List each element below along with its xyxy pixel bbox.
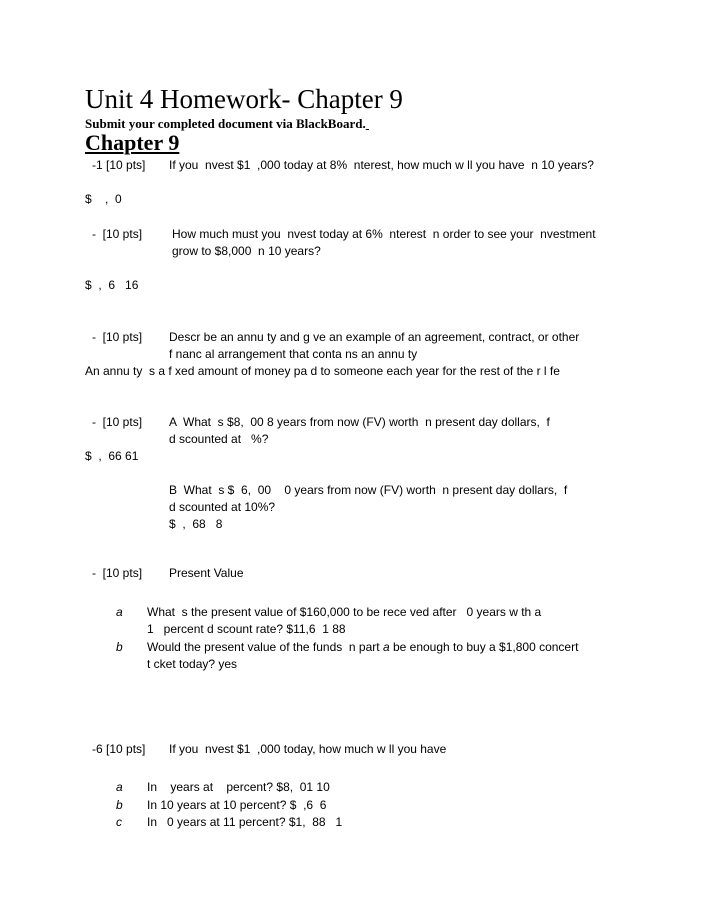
question-5a-text-line-1: What s the present value of $160,000 to be rece ved after 0 years w th a [147, 605, 542, 619]
question-5-text: Present Value [169, 566, 244, 580]
question-4-number: - [10 pts] [92, 415, 143, 429]
submission-trailing-underline [366, 116, 369, 131]
question-6c-text: In 0 years at 11 percent? $1, 88 1 [147, 815, 343, 829]
chapter-heading: Chapter 9 [85, 130, 180, 155]
question-6-number: -6 [10 pts] [92, 742, 146, 756]
question-2-text-line-2: grow to $8,000 n 10 years? [172, 244, 321, 258]
question-5a-text-line-2: 1 percent d scount rate? $11,6 1 88 [147, 622, 346, 636]
question-4a-text-line-1: A What s $8, 00 8 years from now (FV) worth n present day dollars, f [169, 415, 550, 429]
submission-text: Submit your completed document via BlackBoard. [85, 116, 366, 131]
question-1-text: If you nvest $1 ,000 today at 8% nterest, how much w ll you have n 10 years? [169, 158, 594, 172]
question-1-answer: $ , 0 [85, 192, 122, 206]
question-2-answer: $ , 6 16 [85, 278, 139, 292]
question-5b-letter: b [116, 640, 123, 654]
question-4b-text-line-2: d scounted at 10%? [169, 500, 276, 514]
page-title: Unit 4 Homework- Chapter 9 [85, 84, 403, 114]
question-3-answer: An annu ty s a f xed amount of money pa d to someone each year for the rest of the r l fe [85, 364, 560, 378]
question-4a-text-line-2: d scounted at %? [169, 432, 269, 446]
question-2-text-line-1: How much must you nvest today at 6% nterest n order to see your nvestment [172, 227, 596, 241]
question-5b-text-line-2: t cket today? yes [147, 657, 238, 671]
question-6a-letter: a [116, 780, 123, 794]
question-4b-answer: $ , 68 8 [169, 517, 223, 531]
question-6b-letter: b [116, 798, 123, 812]
question-6b-text: In 10 years at 10 percent? $ ,6 6 [147, 798, 327, 812]
question-4b-text-line-1: B What s $ 6, 00 0 years from now (FV) worth n present day dollars, f [169, 483, 568, 497]
question-5a-letter: a [116, 605, 123, 619]
question-6-text: If you nvest $1 ,000 today, how much w ll you have [169, 742, 447, 756]
question-6c-letter: c [116, 815, 122, 829]
question-5-number: - [10 pts] [92, 566, 143, 580]
inline-part-a-reference: a [382, 640, 390, 654]
question-3-text-line-1: Descr be an annu ty and g ve an example of an agreement, contract, or other [169, 330, 580, 344]
question-6a-text: In years at percent? $8, 01 10 [147, 780, 330, 794]
question-3-number: - [10 pts] [92, 330, 143, 344]
question-4a-answer: $ , 66 61 [85, 449, 139, 463]
question-5b-text-line-1: Would the present value of the funds n part a be enough to buy a $1,800 concert [147, 640, 579, 654]
question-1-number: -1 [10 pts] [92, 158, 146, 172]
question-3-text-line-2: f nanc al arrangement that conta ns an annu ty [169, 347, 418, 361]
question-2-number: - [10 pts] [92, 227, 143, 241]
